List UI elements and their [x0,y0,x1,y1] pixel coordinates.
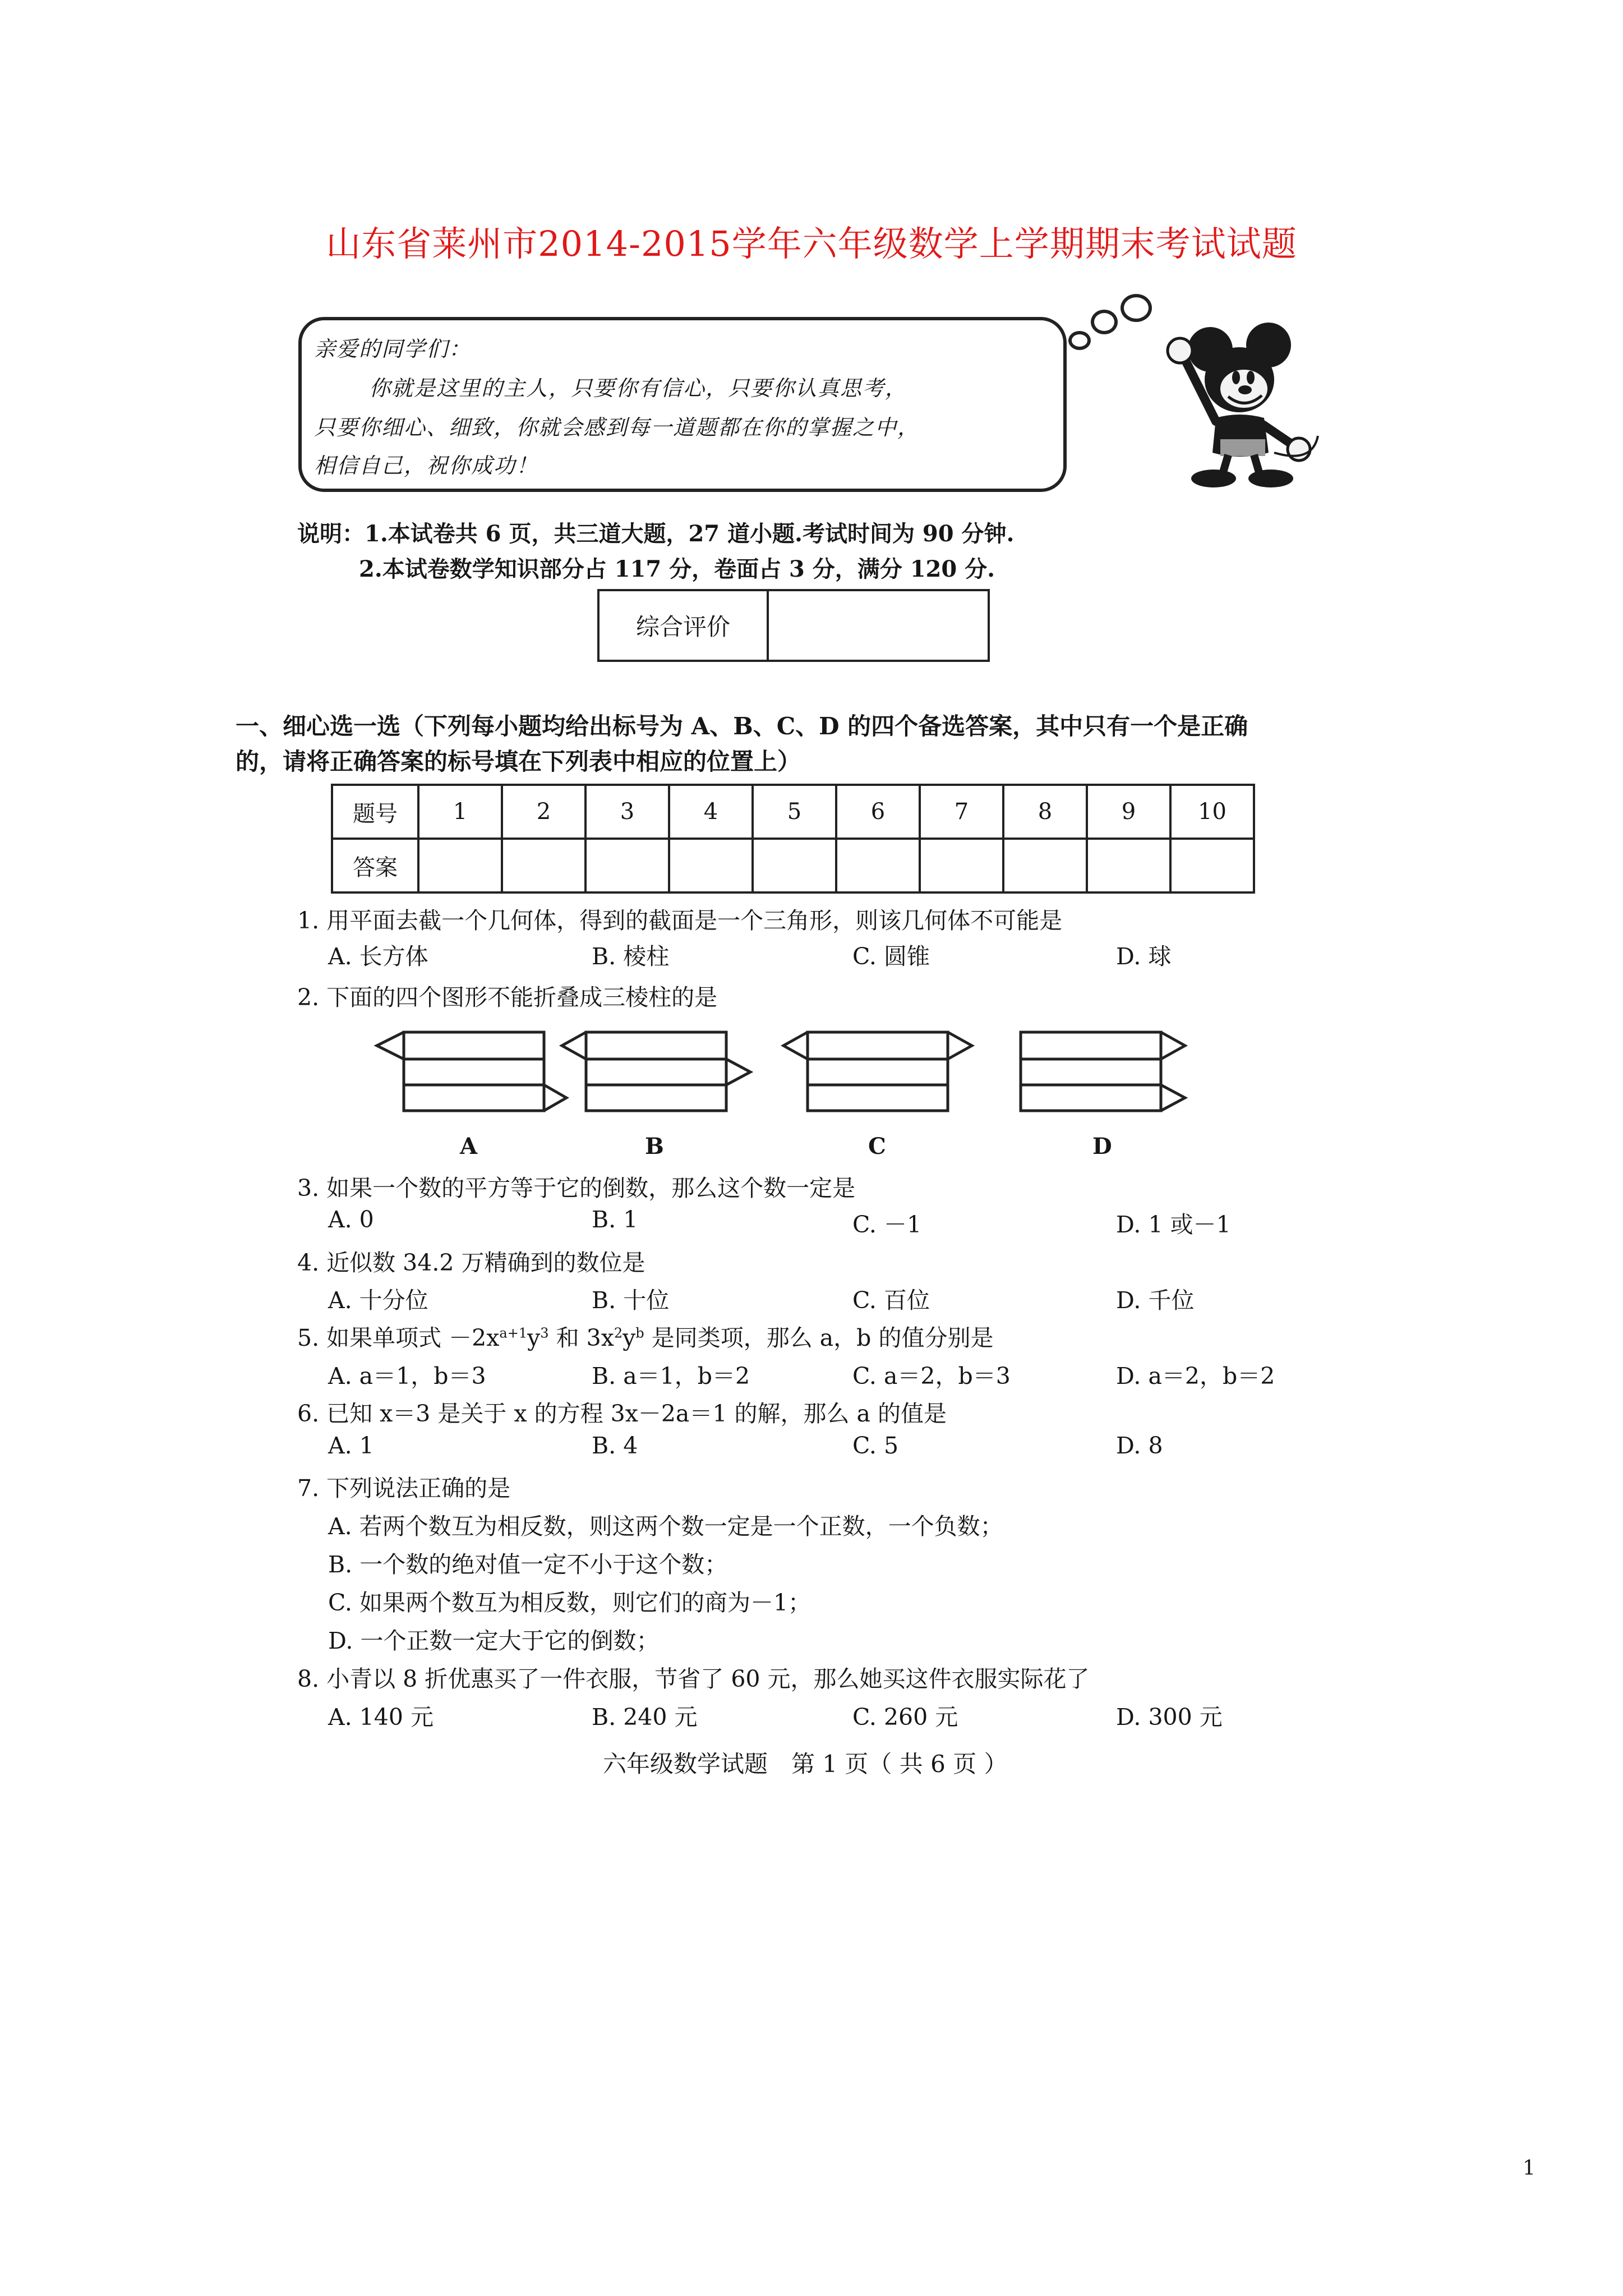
question-7-option-a: A. 若两个数互为相反数，则这两个数一定是一个正数，一个负数； [328,1513,1003,1540]
question-8-option-a: A. 140 元 [328,1704,434,1731]
question-5-option-c: C. a＝2，b＝3 [852,1363,1011,1389]
greeting-line-1: 亲爱的同学们： [314,337,472,361]
question-number-cell: 10 [1170,785,1254,839]
figure-b-net [555,1027,757,1128]
notes-line-2: 2.本试卷数学知识部分占 117 分，卷面占 3 分，满分 120 分. [359,556,995,582]
answer-cell [502,839,585,892]
question-7-option-b: B. 一个数的绝对值一定不小于这个数； [328,1551,728,1578]
question-5-option-d: D. a＝2，b＝2 [1116,1363,1275,1389]
question-5-stem-part: 是同类项，那么 a，b 的值分别是 [644,1324,994,1351]
question-number-cell: 3 [585,785,669,839]
page-title: 山东省莱州市2014-2015学年六年级数学上学期期末考试试题 [326,223,1297,264]
question-8-option-c: C. 260 元 [852,1704,958,1731]
question-7-stem: 7. 下列说法正确的是 [297,1475,511,1502]
question-1-option-a: A. 长方体 [328,943,428,970]
question-number-cell: 9 [1087,785,1170,839]
question-number-cell: 2 [502,785,585,839]
notes-line-1: 说明：1.本试卷共 6 页，共三道大题，27 道小题.考试时间为 90 分钟. [297,521,1015,547]
question-5-stem-part: y [527,1324,541,1351]
question-3-option-c: C. －1 [852,1211,922,1238]
question-3-stem: 3. 如果一个数的平方等于它的倒数，那么这个数一定是 [297,1175,856,1202]
answer-cell [753,839,836,892]
question-5-exponent: a+1 [499,1325,528,1341]
section-1-heading-line-2: 的，请将正确答案的标号填在下列表中相应的位置上） [236,748,801,775]
question-6-option-b: B. 4 [592,1432,638,1459]
question-8-option-d: D. 300 元 [1116,1704,1223,1731]
answer-cell [585,839,669,892]
cartoon-mouse-icon [1144,306,1329,491]
answer-cell [836,839,920,892]
greeting-line-2: 你就是这里的主人，只要你有信心，只要你认真思考， [369,376,908,401]
question-3-option-a: A. 0 [328,1206,374,1233]
question-5-option-a: A. a＝1，b＝3 [328,1363,486,1389]
question-1-option-d: D. 球 [1116,943,1172,970]
answer-cell [669,839,753,892]
question-1-option-c: C. 圆锥 [852,943,930,970]
section-1-heading-line-1: 一、细心选一选（下列每小题均给出标号为 A、B、C、D 的四个备选答案，其中只有一个是正确 [236,712,1248,740]
figure-d-label: D [1092,1133,1112,1159]
question-number-cell: 8 [1003,785,1087,839]
question-6-option-a: A. 1 [328,1432,374,1459]
thought-puff-small [1068,331,1091,350]
table-row [332,785,1254,839]
question-3-option-d: D. 1 或－1 [1116,1211,1231,1238]
evaluation-label: 综合评价 [600,591,769,660]
page-number: 1 [1523,2157,1536,2180]
question-6-option-d: D. 8 [1116,1432,1163,1459]
question-number-cell: 4 [669,785,753,839]
question-4-option-d: D. 千位 [1116,1287,1195,1314]
answer-cell [1170,839,1254,892]
question-4-stem: 4. 近似数 34.2 万精确到的数位是 [297,1249,645,1276]
question-4-option-c: C. 百位 [852,1287,930,1314]
thought-puff-medium [1091,310,1118,334]
question-7-option-c: C. 如果两个数互为相反数，则它们的商为－1； [328,1589,811,1616]
question-3-option-b: B. 1 [592,1206,638,1233]
question-5-option-b: B. a＝1，b＝2 [592,1363,750,1389]
evaluation-value [769,591,988,660]
question-number-cell: 5 [753,785,836,839]
question-4-option-b: B. 十位 [592,1287,670,1314]
question-5-stem-part: 5. 如果单项式 －2x [297,1324,500,1351]
question-8-option-b: B. 240 元 [592,1704,698,1731]
question-5-stem-part: 和 3x [548,1324,614,1351]
greeting-line-3: 只要你细心、细致，你就会感到每一道题都在你的掌握之中， [314,415,920,440]
answer-table [331,784,1255,894]
question-6-stem: 6. 已知 x＝3 是关于 x 的方程 3x－2a＝1 的解，那么 a 的值是 [297,1400,947,1427]
question-1-option-b: B. 棱柱 [592,943,670,970]
question-5-exponent: 3 [540,1325,549,1341]
question-1-stem: 1. 用平面去截一个几何体，得到的截面是一个三角形，则该几何体不可能是 [297,907,1063,934]
figure-c-label: C [868,1133,886,1159]
question-number-cell: 1 [418,785,502,839]
question-number-cell: 7 [920,785,1003,839]
answer-cell [1087,839,1170,892]
greeting-bubble [298,317,1067,492]
figure-a-net [370,1027,572,1128]
question-8-stem: 8. 小青以 8 折优惠买了一件衣服，节省了 60 元，那么她买这件衣服实际花了 [297,1665,1090,1692]
answer-cell [418,839,502,892]
answer-table-header-number: 题号 [332,785,418,839]
answer-cell [920,839,1003,892]
answer-cell [1003,839,1087,892]
evaluation-box [597,589,990,662]
question-6-option-c: C. 5 [852,1432,899,1459]
question-2-stem: 2. 下面的四个图形不能折叠成三棱柱的是 [297,984,718,1011]
greeting-line-4: 相信自己，祝你成功！ [314,453,539,478]
question-4-option-a: A. 十分位 [328,1287,428,1314]
question-5-stem-part: y [623,1324,636,1351]
figure-c-net [777,1027,979,1128]
question-5-stem [297,1319,993,1352]
answer-table-header-answer: 答案 [332,839,418,892]
figure-b-label: B [645,1133,664,1159]
question-5-exponent: 2 [614,1325,623,1341]
question-7-option-d: D. 一个正数一定大于它的倒数； [328,1627,660,1654]
page-footer: 六年级数学试题 第 1 页（ 共 6 页 ） [603,1750,1008,1778]
question-number-cell: 6 [836,785,920,839]
table-row [332,839,1254,892]
figure-d-net [1009,1027,1211,1128]
question-5-exponent: b [635,1325,644,1341]
figure-a-label: A [460,1133,478,1159]
